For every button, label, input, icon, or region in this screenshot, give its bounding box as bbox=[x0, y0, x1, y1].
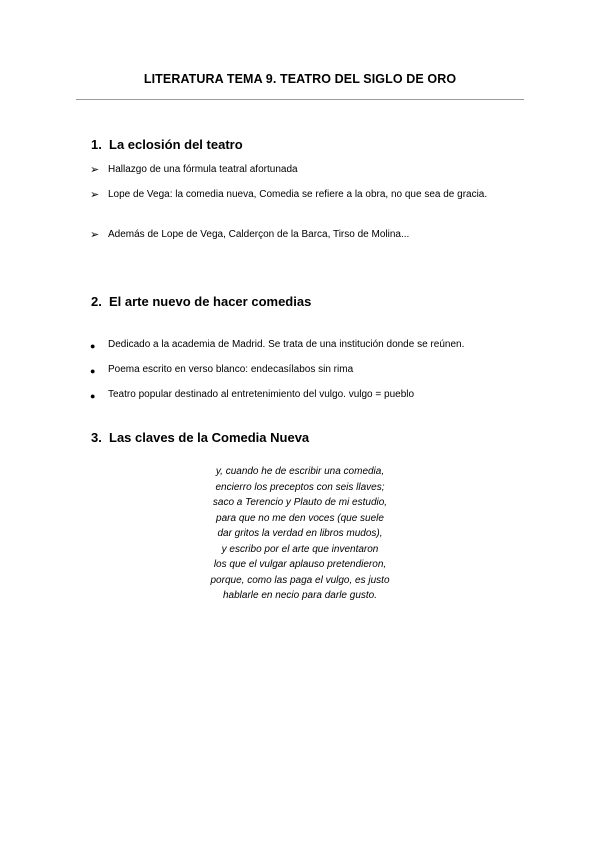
list-item-text: Teatro popular destinado al entretenimiento del vulgo. vulgo = pueblo bbox=[108, 389, 415, 400]
list-item-text: Lope de Vega: la comedia nueva, Comedia se refiere a la obra, no que sea de gracia. bbox=[108, 189, 488, 200]
poem-line: para que no me den voces (que suele bbox=[216, 512, 384, 524]
poem-line: encierro los preceptos con seis llaves; bbox=[215, 481, 385, 493]
section-title: El arte nuevo de hacer comedias bbox=[109, 294, 312, 309]
section-number: 2. bbox=[91, 294, 102, 309]
list-item-text: Dedicado a la academia de Madrid. Se trata de una institución donde se reúnen. bbox=[108, 339, 465, 350]
poem-line: y, cuando he de escribir una comedia, bbox=[215, 466, 385, 477]
section-heading-3 bbox=[91, 430, 309, 445]
arrow-bullet-icon: ➢ bbox=[90, 189, 100, 201]
section-number: 3. bbox=[91, 430, 102, 445]
list-item bbox=[90, 228, 510, 243]
title-divider bbox=[76, 99, 524, 100]
poem-line: dar gritos la verdad en libros mudos), bbox=[217, 528, 383, 539]
poem-line: hablarle en necio para darle gusto. bbox=[223, 590, 377, 601]
dot-bullet-icon: ● bbox=[90, 366, 96, 376]
poem-line: porque, como las paga el vulgo, es justo bbox=[210, 574, 390, 586]
section-heading-1 bbox=[91, 137, 243, 152]
list-item-text: Además de Lope de Vega, Calderçon de la Barca, Tirso de Molina... bbox=[108, 229, 410, 240]
dot-bullet-icon: ● bbox=[90, 341, 96, 351]
list-item-text: Poema escrito en verso blanco: endecasílabos sin rima bbox=[108, 364, 354, 375]
poem-line: saco a Terencio y Plauto de mi estudio, bbox=[212, 497, 388, 508]
section-title: Las claves de la Comedia Nueva bbox=[109, 430, 310, 445]
dot-bullet-icon: ● bbox=[90, 391, 96, 401]
list-item bbox=[90, 363, 510, 378]
list-item-text: Hallazgo de una fórmula teatral afortunada bbox=[108, 164, 298, 175]
section-title: La eclosión del teatro bbox=[109, 137, 243, 152]
section-heading-2 bbox=[91, 294, 311, 309]
section-number: 1. bbox=[91, 137, 102, 152]
poem-line: los que el vulgar aplauso pretendieron, bbox=[213, 559, 387, 570]
list-item bbox=[90, 388, 510, 403]
document-title: LITERATURA TEMA 9. TEATRO DEL SIGLO DE ORO bbox=[143, 72, 457, 86]
poem-line: y escribo por el arte que inventaron bbox=[221, 543, 379, 555]
arrow-bullet-icon: ➢ bbox=[90, 229, 100, 241]
arrow-bullet-icon: ➢ bbox=[90, 164, 100, 176]
list-item bbox=[90, 338, 510, 353]
list-item bbox=[90, 188, 510, 203]
list-item bbox=[90, 163, 510, 178]
poem-quote bbox=[150, 464, 450, 604]
